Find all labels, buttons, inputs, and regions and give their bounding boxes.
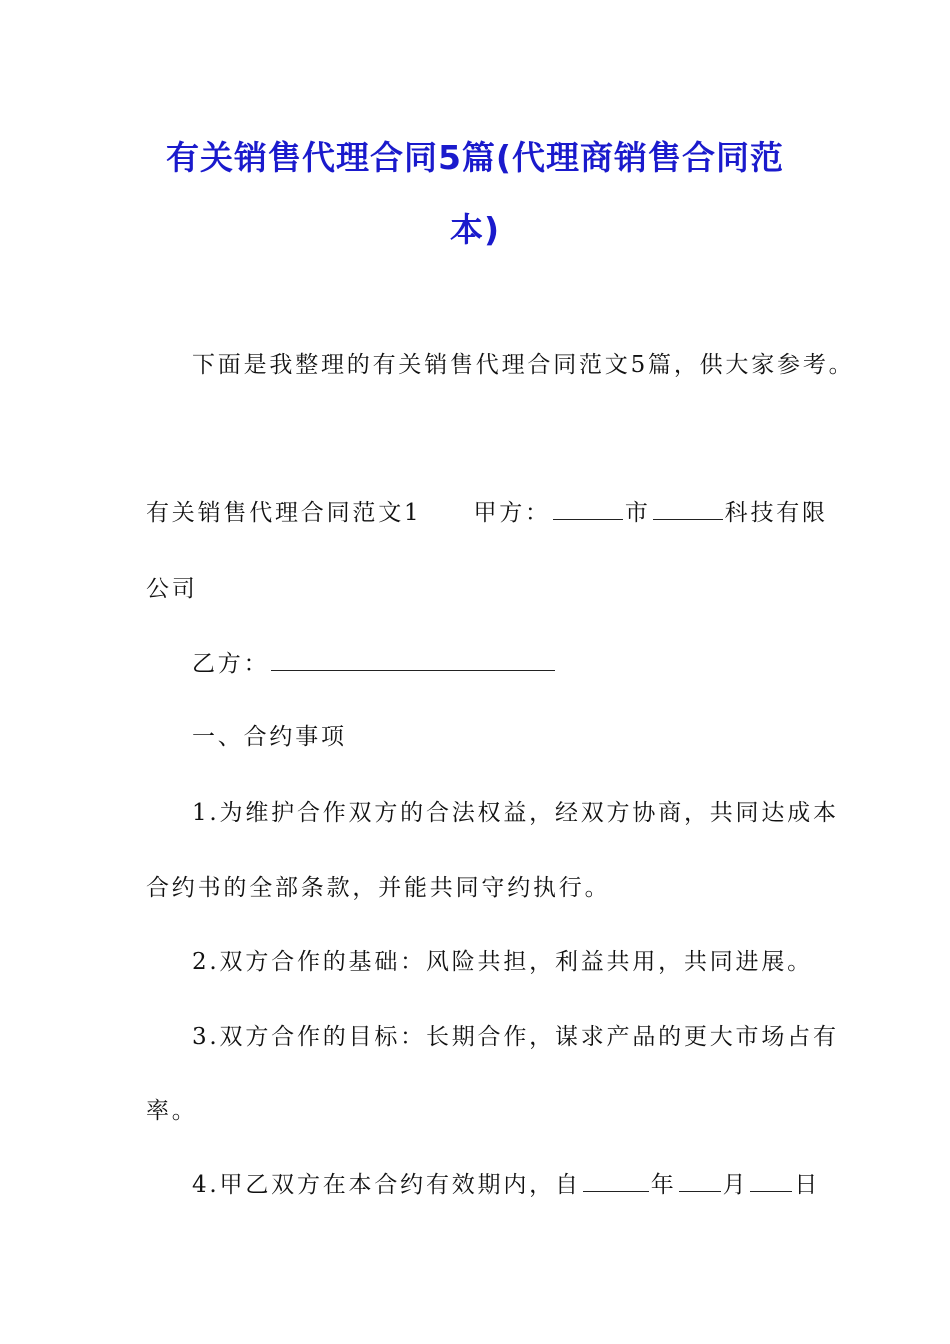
party-a-city: 市 <box>624 500 651 526</box>
document-title-line2: 本) <box>449 210 501 249</box>
intro-paragraph: 下面是我整理的有关销售代理合同范文5篇，供大家参考。 <box>192 352 855 378</box>
section-heading: 一、合约事项 <box>192 724 347 750</box>
party-a-company: 科技有限 <box>724 500 828 526</box>
party-a-line <box>146 494 828 527</box>
item-3-line-2: 率。 <box>146 1098 198 1124</box>
item-4-prefix: 4.甲乙双方在本合约有效期内，自 <box>192 1172 581 1198</box>
party-a-city-blank <box>553 499 623 520</box>
item-4-year: 年 <box>650 1172 677 1198</box>
item-3-line-1: 3.双方合作的目标：长期合作，谋求产品的更大市场占有 <box>192 1024 839 1050</box>
party-a-company-cont: 公司 <box>146 576 198 602</box>
item-4-day: 日 <box>794 1172 821 1198</box>
item-1-line-2: 合约书的全部条款，并能共同守约执行。 <box>146 875 611 901</box>
month-blank <box>679 1171 721 1192</box>
year-blank <box>583 1171 649 1192</box>
item-2: 2.双方合作的基础：风险共担，利益共用，共同进展。 <box>192 949 813 975</box>
party-a-company-blank <box>653 499 723 520</box>
party-a-label: 甲方： <box>473 500 551 526</box>
party-b-label: 乙方： <box>192 651 270 677</box>
contract-heading: 有关销售代理合同范文1 <box>146 500 422 526</box>
document-title-line1: 有关销售代理合同5篇(代理商销售合同范 <box>165 138 785 177</box>
party-b-blank <box>271 650 555 671</box>
item-4-line <box>192 1166 820 1199</box>
item-4-month: 月 <box>722 1172 749 1198</box>
item-1-line-1: 1.为维护合作双方的合法权益，经双方协商，共同达成本 <box>192 800 839 826</box>
party-b-line <box>192 645 557 678</box>
day-blank <box>750 1171 792 1192</box>
